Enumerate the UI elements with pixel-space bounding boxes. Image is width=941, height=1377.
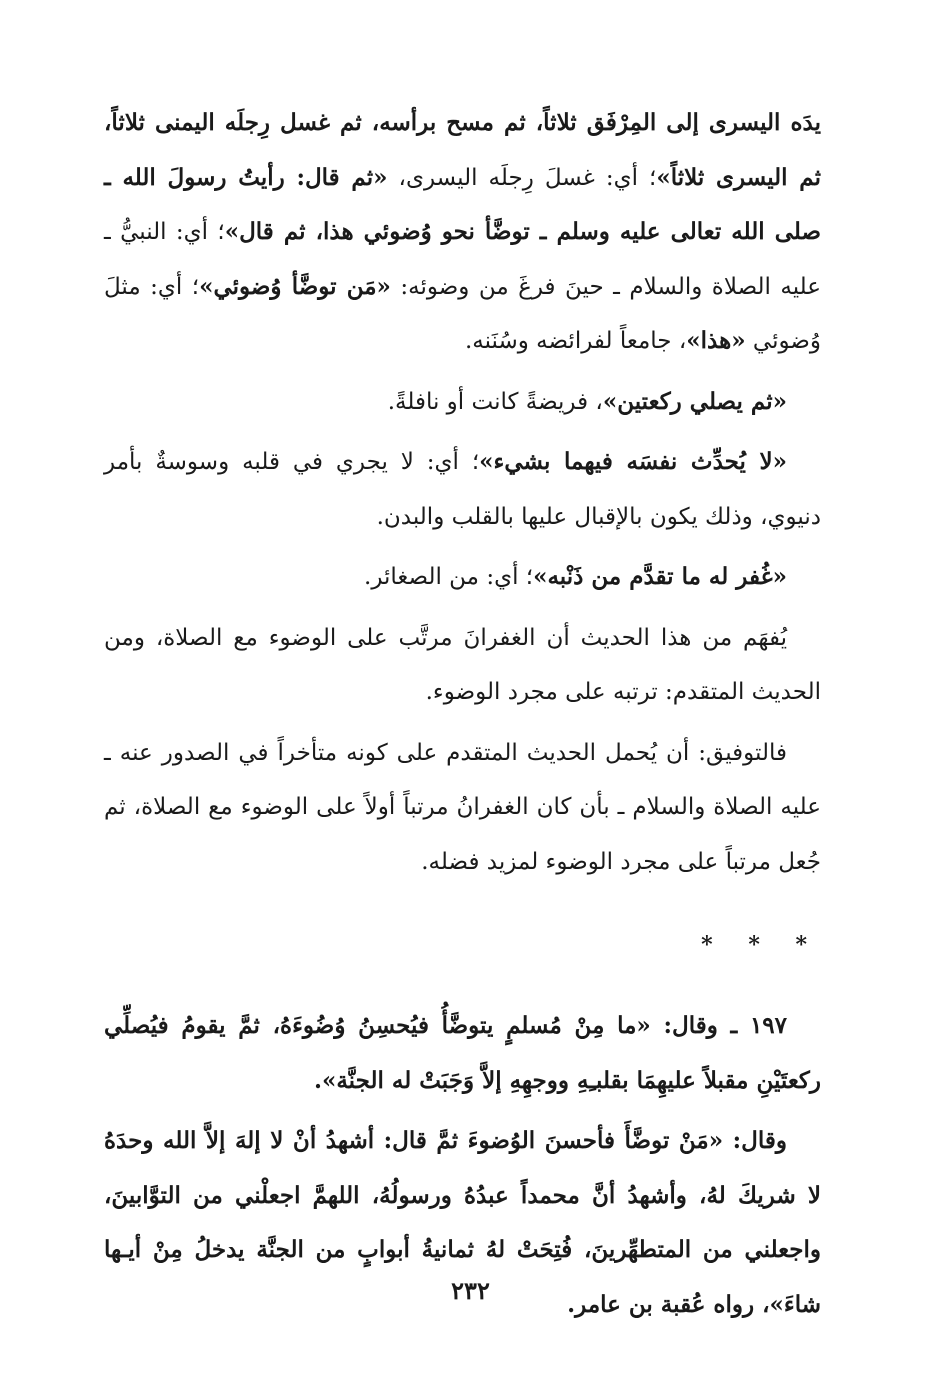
commentary-text: فالتوفيق: أن يُحمل الحديث المتقدم على كونه متأخراً في الصدور عنه ـ عليه الصلاة والسلام ـ بأن كان الغفرانُ مرتباً أولاً على الوضوء مع الصلاة، ثم جُعل مرتباً على مجرد الوضوء لمزيد فضله. xyxy=(104,739,821,875)
commentary-text: ؛ أي: مثلَ وُضوئي xyxy=(104,273,821,354)
hadith-quote-text: «لا يُحدِّث نفسَه فيهما بشيء» xyxy=(479,448,787,475)
commentary-text: يُفهَم من هذا الحديث أن الغفرانَ مرتَّب على الوضوء مع الصلاة، ومن الحديث المتقدم: ترتبه على مجرد الوضوء. xyxy=(104,624,821,705)
hadith-quote-text: يدَه اليسرى إلى المِرْفَق ثلاثاً، ثم مسح برأسه، ثم غسل رِجلَه اليمنى ثلاثاً، ثم اليسرى ثلاثاً» xyxy=(104,109,821,191)
page-body xyxy=(104,96,821,1332)
hadith-quote-text: ١٩٧ ـ وقال: «ما مِنْ مُسلمٍ يتوضَّأُ فيُحسِنُ وُضُوءَهُ، ثمَّ يقومُ فيُصلِّي ركعتَيْنِ مقبلاً عليهِمَا بقلبـِهِ ووجهِهِ إلاَّ وَجَبَتْ له الجنَّة». xyxy=(104,1012,821,1094)
hadith-quote-text: «غُفر له ما تقدَّم من ذَنْبه» xyxy=(533,563,787,590)
paragraph-commentary-4 xyxy=(104,550,821,605)
hadith-quote-text: وقال: «مَنْ توضَّأَ فأحسنَ الوُضوءَ ثمَّ قال: أشهدُ أنْ لا إلهَ إلاَّ الله وحدَهُ لا شريكَ لهُ، وأشهدُ أنَّ محمداً عبدُهُ ورسولُهُ، اللهمَّ اجعلْني من التوَّابينَ، واجعلني من المتطهِّرينَ، فُتِحَتْ لهُ ثمانيةُ أبوابٍ من الجنَّة يدخلُ مِنْ أيـها شاءَ»، رواه عُقبة بن عامر. xyxy=(104,1127,821,1318)
commentary-text: ؛ أي: النبيُّ ـ عليه الصلاة والسلام ـ حينَ فرغَ من وضوئه: xyxy=(104,219,821,300)
commentary-text: ؛ أي: لا يجري في قلبه وسوسةٌ بأمر دنيوي، وذلك يكون بالإقبال عليها بالقلب والبدن. xyxy=(104,449,821,530)
paragraph-commentary-6 xyxy=(104,726,821,890)
commentary-text: ؛ أي: غسلَ رِجلَه اليسرى، xyxy=(387,164,657,191)
paragraph-hadith-197 xyxy=(104,999,821,1108)
paragraph-commentary-1 xyxy=(104,96,821,369)
commentary-text: ؛ أي: من الصغائر. xyxy=(364,564,534,590)
hadith-quote-text: «ثم يصلي ركعتين» xyxy=(602,387,787,415)
page-number: ٢٣٢ xyxy=(451,1276,490,1305)
commentary-text: ، جامعاً لفرائضه وسُنَنه. xyxy=(464,328,687,354)
paragraph-commentary-2 xyxy=(104,375,821,430)
commentary-text: ، فريضةً كانت أو نافلةً. xyxy=(387,388,603,415)
paragraph-commentary-5 xyxy=(104,611,821,720)
section-divider: * * * xyxy=(701,932,821,958)
hadith-quote-text: «مَن توضَّأ وُضوئي» xyxy=(199,272,391,300)
hadith-quote-text: «هذا» xyxy=(686,327,746,354)
hadith-quote-text: «ثم قال: رأيتُ رسولَ الله ـ صلى الله تعالى عليه وسلم ـ توضَّأ نحو وُضوئي هذا، ثم قال» xyxy=(104,163,822,245)
paragraph-commentary-3 xyxy=(104,435,821,544)
